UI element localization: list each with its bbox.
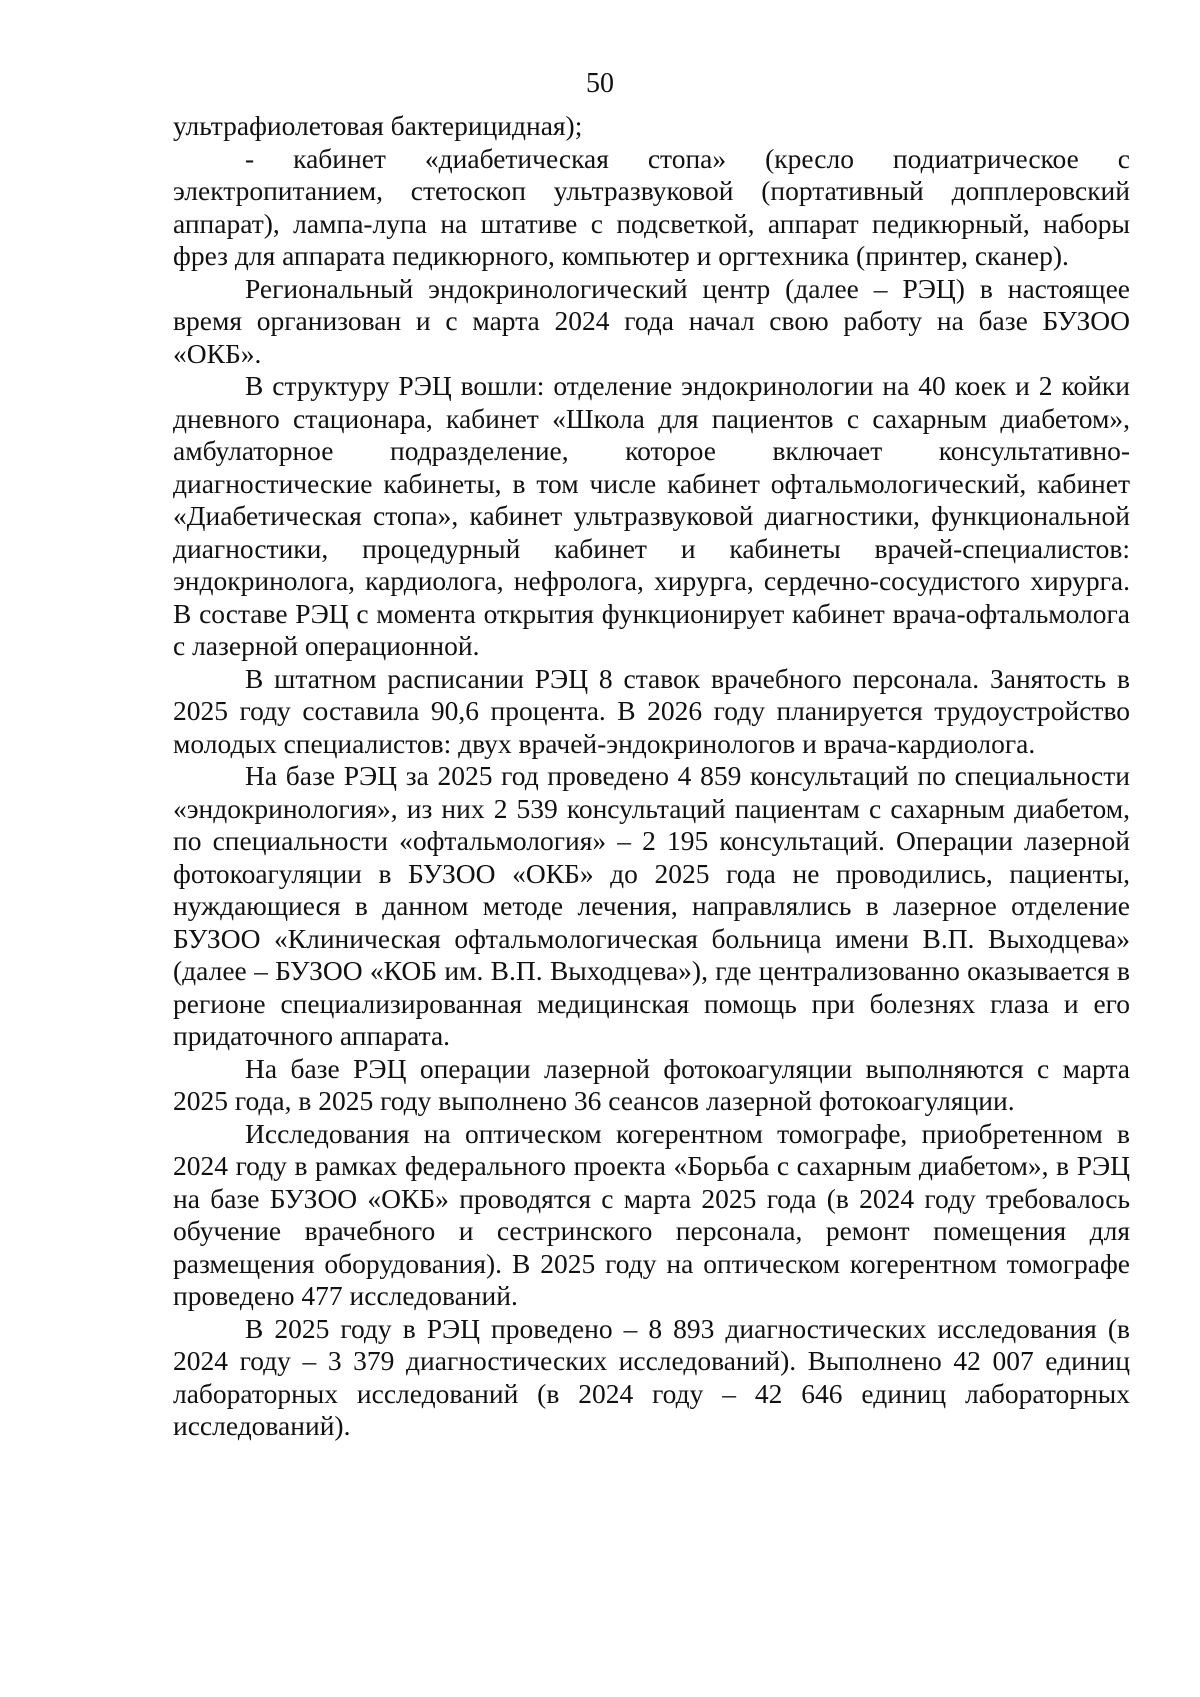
paragraph-continuation: ультрафиолетовая бактерицидная); xyxy=(173,110,583,141)
paragraph-staffing: В штатном расписании РЭЦ 8 ставок врачебного персонала. Занятость в 2025 году составила 90,6 процента. В 2026 году планируется трудоустройство молодых специалистов: двух врачей-эндокринологов и врача-кардиолога. xyxy=(173,662,1130,759)
paragraph-consultations: На базе РЭЦ за 2025 год проведено 4 859 консультаций по специальности «эндокринология», из них 2 539 консультаций пациентам с сахарным диабетом, по специальности «офтальмология» – 2 195 консультаций. Операции лазерной фотокоагуляции в БУЗОО «ОКБ» до 2025 года не проводились, пациенты, нуждающиеся в данном методе лечения, направлялись в лазерное отделение БУЗОО «Клиническая офтальмологическая больница имени В.П. Выходцева» (далее – БУЗОО «КОБ им. В.П. Выходцева»), где централизованно оказывается в регионе специализированная медицинская помощь при болезнях глаза и его придаточного аппарата. xyxy=(173,760,1130,1051)
paragraph-diabetic-foot-cabinet: - кабинет «диабетическая стопа» (кресло подиатрическое с электропитанием, стетоскоп ультразвуковой (портативный допплеровский аппарат), лампа-лупа на штативе с подсветкой, аппарат педикюрный, наборы фрез для аппарата педикюрного, компьютер и оргтехника (принтер, сканер). xyxy=(173,142,1130,271)
paragraph-rec-structure: В структуру РЭЦ вошли: отделение эндокринологии на 40 коек и 2 койки дневного стационара, кабинет «Школа для пациентов с сахарным диабетом», амбулаторное подразделение, которое включает консультативно-диагностические кабинеты, в том числе кабинет офтальмологический, кабинет «Диабетическая стопа», кабинет ультразвуковой диагностики, функциональной диагностики, процедурный кабинет и кабинеты врачей-специалистов: эндокринолога, кардиолога, нефролога, хирурга, сердечно-сосудистого хирурга. В составе РЭЦ с момента открытия функционирует кабинет врача-офтальмолога с лазерной операционной. xyxy=(173,370,1130,661)
paragraph-rec-intro: Региональный эндокринологический центр (далее – РЭЦ) в настоящее время организован и с марта 2024 года начал свою работу на базе БУЗОО «ОКБ». xyxy=(173,272,1130,369)
page-number: 50 xyxy=(586,68,614,99)
paragraph-diagnostic-studies: В 2025 году в РЭЦ проведено – 8 893 диагностических исследования (в 2024 году – 3 379 диагностических исследований). Выполнено 42 007 единиц лабораторных исследований (в 2024 году – 42 646 единиц лабораторных исследований). xyxy=(173,1312,1130,1441)
paragraph-laser-photocoagulation: На базе РЭЦ операции лазерной фотокоагуляции выполняются с марта 2025 года, в 2025 году выполнено 36 сеансов лазерной фотокоагуляции. xyxy=(173,1052,1130,1116)
paragraph-oct-studies: Исследования на оптическом когерентном томографе, приобретенном в 2024 году в рамках федерального проекта «Борьба с сахарным диабетом», в РЭЦ на базе БУЗОО «ОКБ» проводятся с марта 2025 года (в 2024 году требовалось обучение врачебного и сестринского персонала, ремонт помещения для размещения оборудования). В 2025 году на оптическом когерентном томографе проведено 477 исследований. xyxy=(173,1117,1130,1311)
document-body xyxy=(173,110,1130,1443)
